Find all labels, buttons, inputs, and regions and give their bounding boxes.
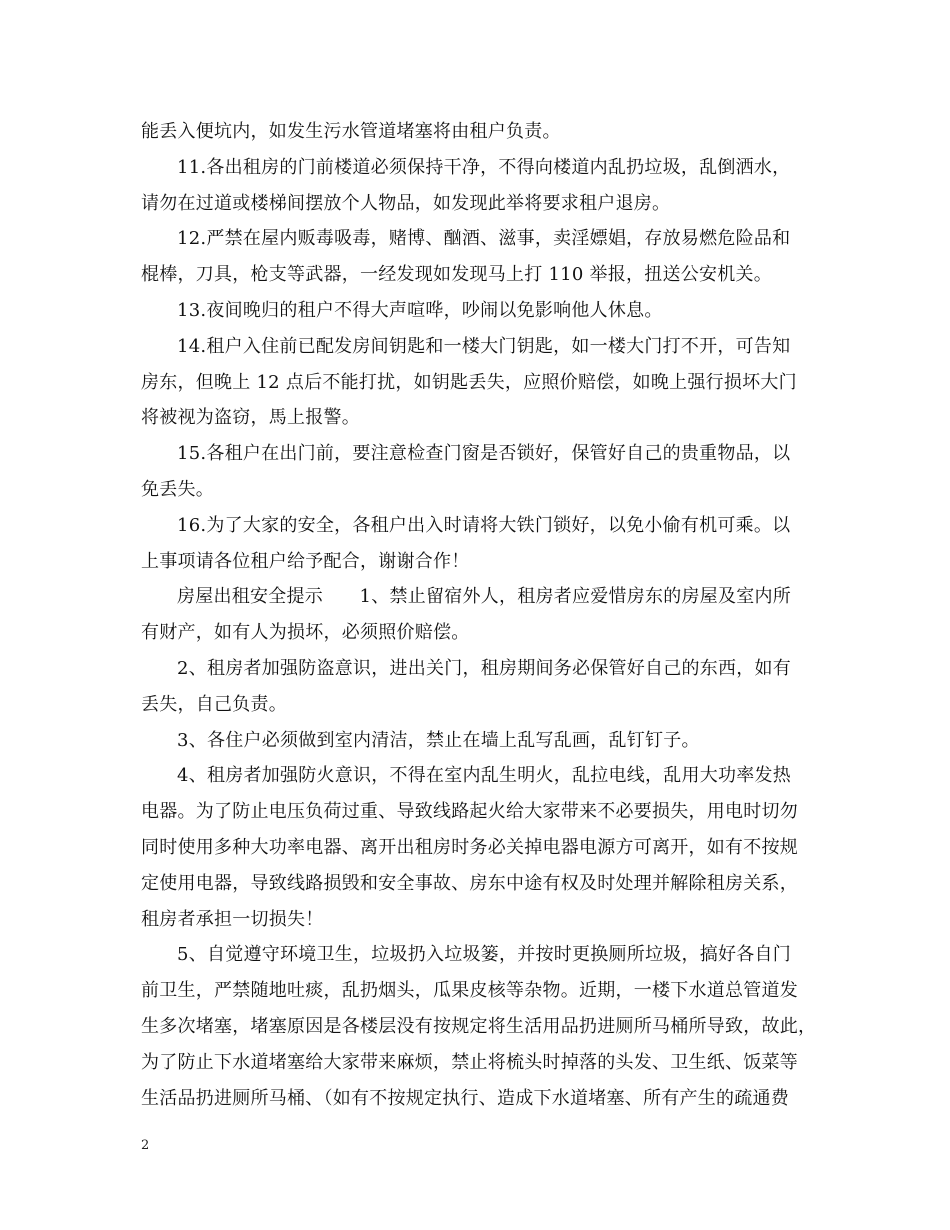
text-line: 12.严禁在屋内贩毒吸毒，赌博、酗酒、滋事，卖淫嫖娼，存放易燃危险品和 (177, 228, 791, 250)
document-body (141, 114, 827, 1116)
text-line: 有财产，如有人为损坏，必须照价赔偿。 (141, 622, 470, 644)
text-line: 为了防止下水道堵塞给大家带来麻烦，禁止将梳头时掉落的头发、卫生纸、饭菜等 (141, 1051, 798, 1073)
text-line: 14.租户入住前已配发房间钥匙和一楼大门钥匙，如一楼大门打不开，可告知 (177, 335, 791, 357)
text-line: 4、租房者加强防火意识，不得在室内乱生明火，乱拉电线，乱用大功率发热 (177, 765, 791, 787)
page-number: 2 (141, 1138, 150, 1153)
text-line: 2、租房者加强防盗意识，进出关门，租房期间务必保管好自己的东西，如有 (177, 657, 791, 679)
text-line: 16.为了大家的安全，各租户出入时请将大铁门锁好，以免小偷有机可乘。以 (177, 514, 791, 536)
text-line: 定使用电器，导致线路损毁和安全事故、房东中途有权及时处理并解除租房关系， (141, 872, 798, 894)
text-line: 请勿在过道或楼梯间摆放个人物品，如发现此举将要求租户退房。 (141, 192, 671, 214)
text-line: 电器。为了防止电压负荷过重、导致线路起火给大家带来不必要损失，用电时切勿 (141, 801, 798, 823)
text-line: 租房者承担一切损失！ (141, 908, 324, 930)
text-line: 生活品扔进厕所马桶、（如有不按规定执行、造成下水道堵塞、所有产生的疏通费 (141, 1087, 789, 1109)
text-line: 丢失，自己负责。 (141, 693, 287, 715)
text-line: 前卫生，严禁随地吐痰，乱扔烟头，瓜果皮核等杂物。近期，一楼下水道总管道发 (141, 980, 798, 1002)
text-line: 5、自觉遵守环境卫生，垃圾扔入垃圾篓，并按时更换厕所垃圾，搞好各自门 (177, 944, 791, 966)
text-line: 房东，但晚上 12 点后不能打扰，如钥匙丢失，应照价赔偿，如晚上强行损坏大门 (141, 371, 797, 393)
text-line: 能丢入便坑内，如发生污水管道堵塞将由租户负责。 (141, 121, 561, 142)
text-line: 房屋出租安全提示 1、禁止留宿外人，租房者应爱惜房东的房屋及室内所 (177, 586, 791, 608)
text-line: 棍棒，刀具，枪支等武器，一经发现如发现马上打 110 举报，扭送公安机关。 (141, 264, 773, 286)
text-line: 同时使用多种大功率电器、离开出租房时务必关掉电器电源方可离开，如有不按规 (141, 836, 798, 858)
text-line: 13.夜间晚归的租户不得大声喧哗，吵闹以免影响他人休息。 (177, 299, 663, 321)
text-line: 将被视为盗窃，馬上报警。 (141, 407, 360, 429)
text-line: 上事项请各位租户给予配合，谢谢合作！ (141, 550, 470, 572)
text-line: 3、各住户必须做到室内清洁，禁止在墙上乱写乱画，乱钉钉子。 (177, 729, 700, 751)
text-line: 11.各出租房的门前楼道必须保持干净，不得向楼道内乱扔垃圾，乱倒洒水， (177, 156, 791, 178)
text-line: 15.各租户在出门前，要注意检查门窗是否锁好，保管好自己的贵重物品，以 (177, 443, 791, 465)
text-line: 免丢失。 (141, 478, 214, 500)
text-line: 生多次堵塞，堵塞原因是各楼层没有按规定将生活用品扔进厕所马桶所导致，故此， (141, 1015, 817, 1037)
